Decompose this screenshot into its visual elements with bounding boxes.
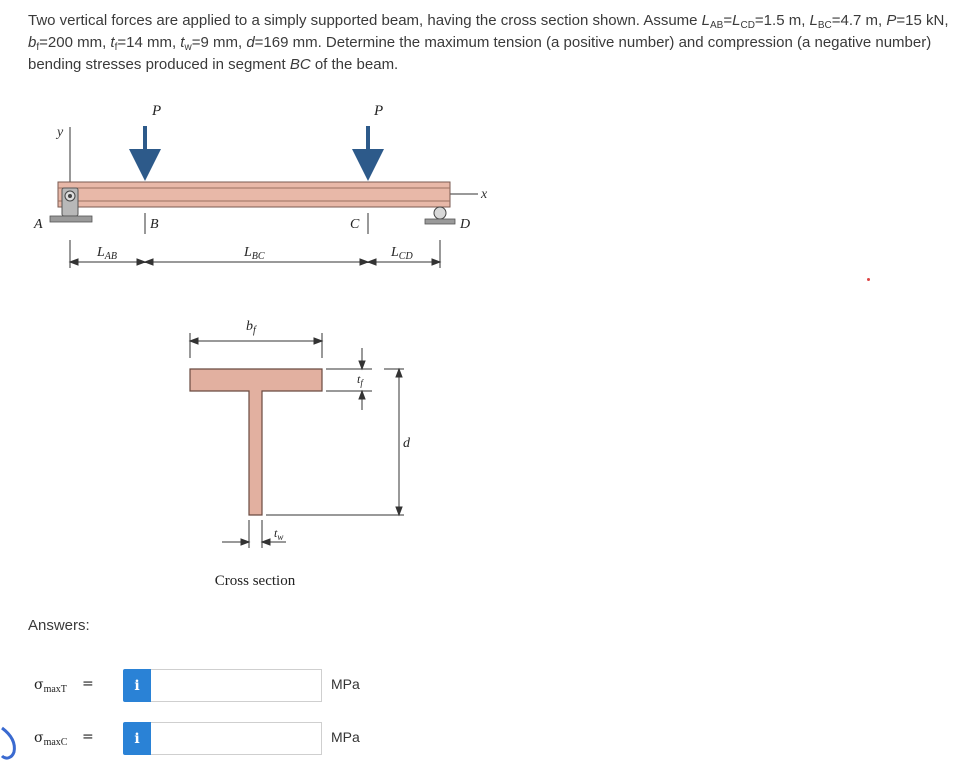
dim-label-lcd: $L_{CD}$	[391, 245, 413, 262]
tf-dimension	[326, 348, 372, 410]
equals-sign: =	[82, 729, 94, 745]
cross-section-caption: Cross section	[214, 573, 296, 589]
unit-label: MPa	[331, 729, 360, 745]
cursor-icon	[0, 726, 20, 762]
stray-mark	[867, 278, 870, 281]
point-label-a: A	[34, 217, 43, 232]
bf-label: $b_f$	[246, 319, 256, 336]
load-label-c: P	[374, 103, 384, 119]
point-label-b: B	[150, 217, 159, 232]
load-label-b: P	[152, 103, 162, 119]
max-compression-input[interactable]	[151, 722, 322, 755]
beam	[58, 182, 450, 207]
d-label: d	[403, 436, 410, 451]
info-icon[interactable]: i	[123, 669, 151, 702]
bf-dimension	[190, 333, 322, 358]
sigma-max-tension-symbol: $\sigma_{maxT}$	[34, 677, 67, 695]
problem-statement: Two vertical forces are applied to a simply supported beam, having the cross section shown. Assume $L_{AB}=L_{CD}=1.5$ m, $L_{BC}=4.7$ m, P=15 kN, $b_f=200$ mm, $t_f=14$ mm, $t_w=9$ mm, d=169 mm. Determine the maximum tension (a positive number) and compression (a negative number) bending stresses produced in segment BC of the beam.	[28, 12, 949, 73]
point-label-d: D	[460, 217, 471, 232]
answer-row-max-compression	[0, 722, 400, 756]
sigma-max-compression-symbol: $\sigma_{maxC}$	[34, 730, 68, 748]
t-cross-section	[190, 369, 322, 515]
answer-row-max-tension	[0, 669, 400, 703]
answers-label: Answers:	[28, 617, 90, 634]
tw-label: $t_w$	[274, 526, 284, 542]
roller-support-d	[425, 207, 455, 224]
info-icon[interactable]: i	[123, 722, 151, 755]
point-label-c: C	[350, 217, 360, 232]
max-tension-input[interactable]	[151, 669, 322, 702]
x-axis-label: x	[481, 187, 488, 202]
y-axis-label: y	[57, 125, 64, 140]
dim-label-lbc: $L_{BC}$	[244, 245, 265, 262]
equals-sign: =	[82, 676, 94, 692]
unit-label: MPa	[331, 676, 360, 692]
tf-label: $t_f$	[357, 372, 363, 388]
dim-label-lab: $L_{AB}$	[97, 245, 118, 262]
